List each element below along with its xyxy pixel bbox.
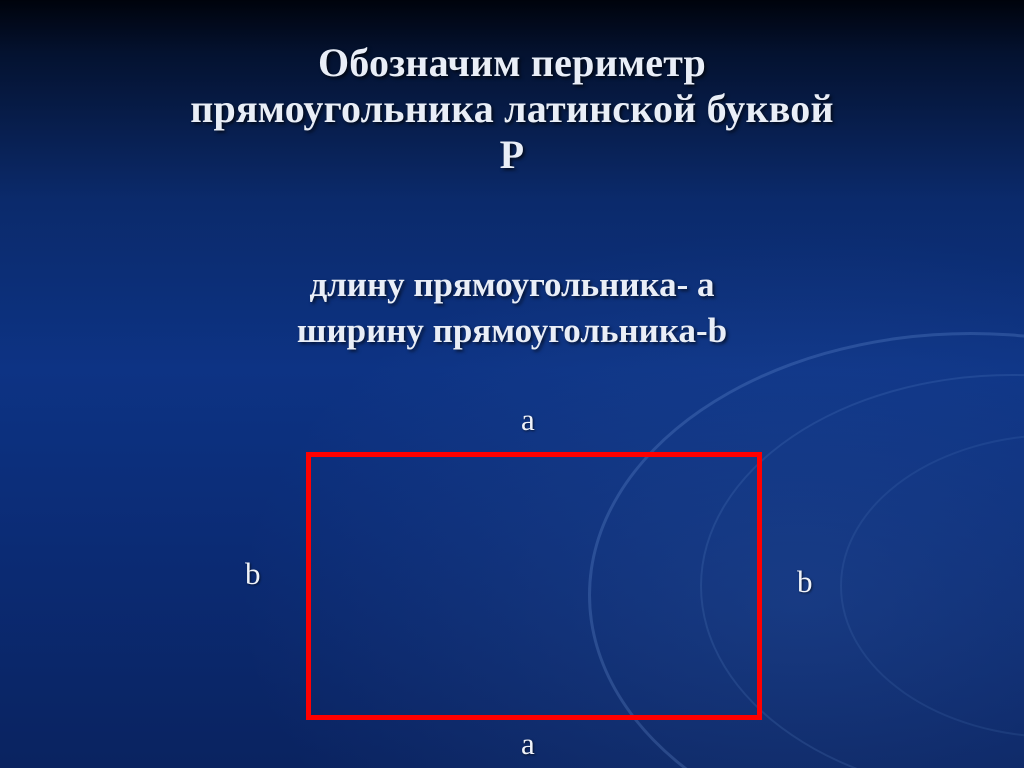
label-side-bottom: a xyxy=(521,726,535,761)
slide-title-line-1: Обозначим периметр xyxy=(317,40,707,85)
slide-subtitle xyxy=(0,262,1024,354)
slide-subtitle-line-2: ширину прямоугольника-b xyxy=(296,311,728,351)
label-side-top: a xyxy=(521,402,535,437)
label-side-right: b xyxy=(797,564,813,599)
rectangle-figure xyxy=(306,452,762,720)
decorative-arc-3 xyxy=(840,434,1024,738)
slide-title xyxy=(0,40,1024,178)
slide-title-line-2: прямоугольника латинской буквой xyxy=(190,86,834,131)
slide-title-line-3: Р xyxy=(499,132,525,177)
label-side-left: b xyxy=(245,556,261,591)
slide-subtitle-line-1: длину прямоугольника- а xyxy=(309,265,715,304)
